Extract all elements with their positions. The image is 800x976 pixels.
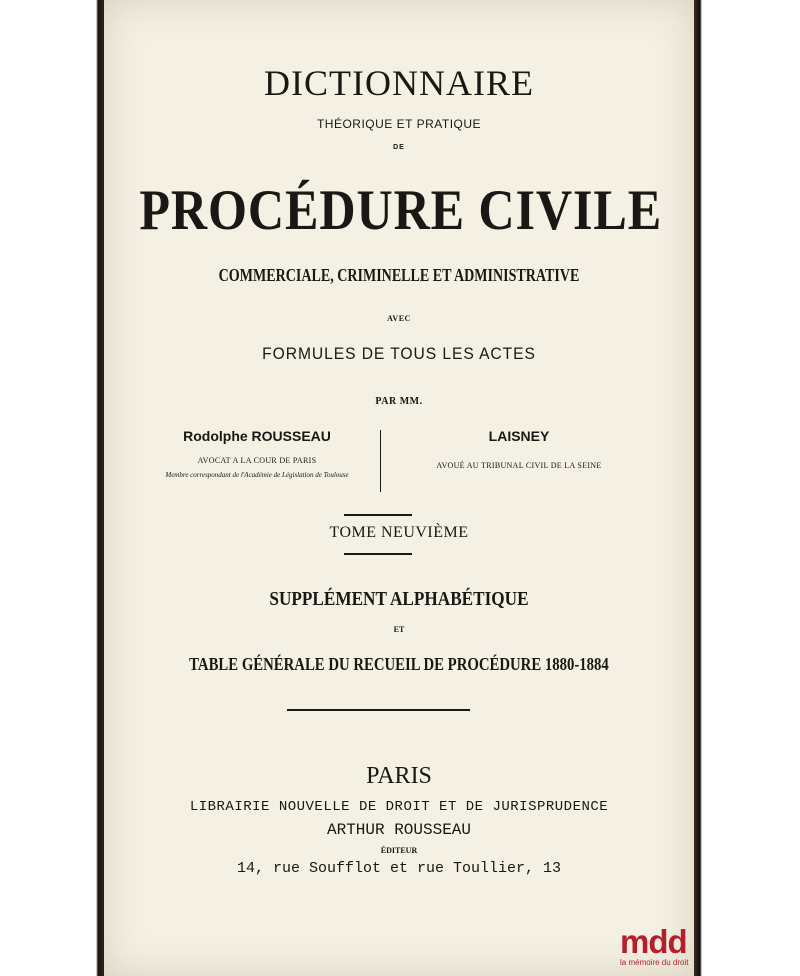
author-left-name: Rodolphe ROUSSEAU: [183, 428, 331, 444]
title-main: PROCÉDURE CIVILE: [139, 179, 663, 242]
mdd-tagline: la mémoire du droit: [620, 958, 689, 967]
imprint-city: PARIS: [366, 763, 432, 789]
title-page: [104, 0, 694, 976]
imprint-librairie: LIBRAIRIE NOUVELLE DE DROIT ET DE JURISPRUDENCE: [189, 799, 609, 815]
volume-table: TABLE GÉNÉRALE DU RECUEIL DE PROCÉDURE 1880-1884: [189, 654, 609, 674]
volume-supplement: SUPPLÉMENT ALPHABÉTIQUE: [269, 588, 529, 610]
imprint-address: 14, rue Soufflot et rue Toullier, 13: [236, 860, 562, 877]
rule-top: [344, 514, 412, 516]
title-de: DE: [393, 144, 405, 151]
mdd-logo-text: mdd: [620, 923, 687, 960]
imprint-editeur: ÉDITEUR: [380, 846, 418, 855]
author-left-note: Membre correspondant de l'Académie de Législation de Toulouse: [165, 471, 349, 479]
author-right-name: LAISNEY: [488, 428, 550, 444]
title-subtitle: COMMERCIALE, CRIMINELLE ET ADMINISTRATIVE: [218, 265, 580, 285]
title-avec: AVEC: [387, 314, 411, 323]
author-right-role: AVOUÉ AU TRIBUNAL CIVIL DE LA SEINE: [436, 461, 602, 470]
imprint-publisher: ARTHUR ROUSSEAU: [326, 821, 472, 839]
book-spine-shadow: [0, 0, 104, 976]
author-left-role: AVOCAT A LA COUR DE PARIS: [197, 456, 317, 465]
title-par: PAR MM.: [375, 396, 423, 407]
volume-et: ET: [393, 625, 405, 634]
title-formules: FORMULES DE TOUS LES ACTES: [262, 344, 536, 363]
rule-bottom: [344, 553, 412, 555]
rule-imprint: [287, 709, 470, 711]
title-theorique: THÉORIQUE ET PRATIQUE: [316, 117, 482, 131]
volume-tome: TOME NEUVIÈME: [329, 524, 469, 541]
book-edge-shadow: [694, 0, 800, 976]
title-dictionnaire: DICTIONNAIRE: [264, 63, 534, 103]
mdd-logo: [620, 924, 700, 974]
author-divider: [380, 430, 381, 492]
